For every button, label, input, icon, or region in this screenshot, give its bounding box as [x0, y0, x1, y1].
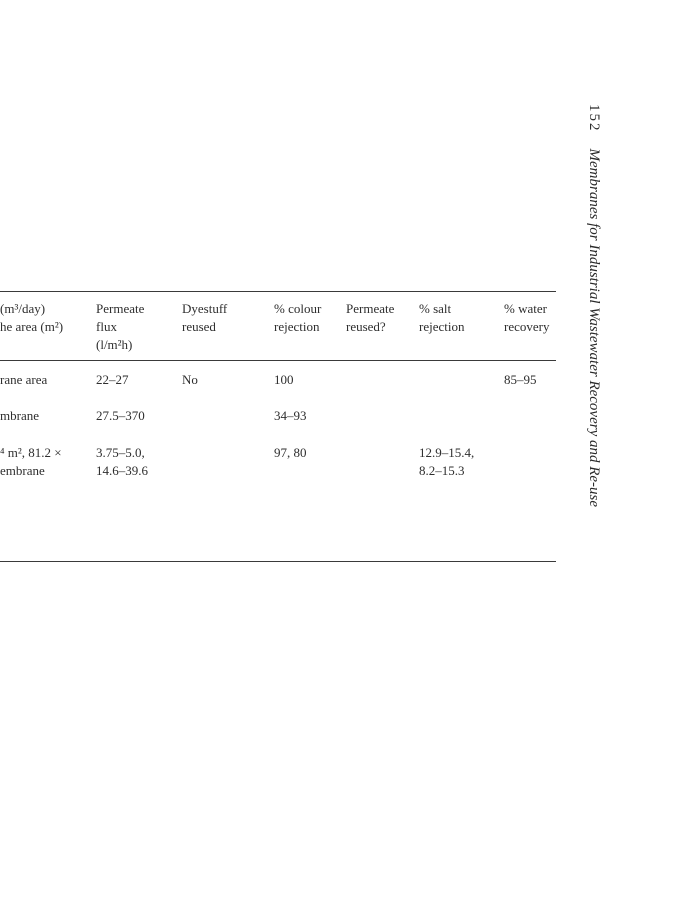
header-line: (l/m²h)	[96, 337, 133, 352]
header-permeate-reused	[346, 300, 394, 336]
page-number: 152	[586, 104, 602, 133]
header-permeate-flux	[96, 300, 144, 354]
cell-line: 3.75–5.0,	[96, 445, 145, 460]
table-cell	[0, 407, 39, 425]
table-cell	[0, 371, 47, 389]
header-colour-rejection	[274, 300, 321, 336]
header-salt-rejection	[419, 300, 464, 336]
header-line: (m³/day)	[0, 301, 46, 316]
cell-line: 97, 80	[274, 445, 307, 460]
header-line: Dyestuff	[182, 301, 228, 316]
header-dyestuff-reused	[182, 300, 227, 336]
table-cell	[96, 407, 145, 425]
header-line: he area (m²)	[0, 319, 64, 334]
cell-line: 22–27	[96, 372, 129, 387]
header-line: recovery	[504, 319, 550, 334]
table-cell	[504, 371, 537, 389]
header-line: reused?	[346, 319, 386, 334]
table-cell	[0, 444, 62, 480]
table-cell	[274, 444, 307, 462]
table-cell	[96, 371, 129, 389]
header-line: % colour	[274, 301, 322, 316]
cell-line: embrane	[0, 463, 45, 478]
header-flow-membrane-area	[0, 300, 63, 336]
header-line: flux	[96, 319, 117, 334]
header-line: reused	[182, 319, 216, 334]
cell-line: No	[182, 372, 198, 387]
cell-line: rane area	[0, 372, 48, 387]
header-line: Permeate	[96, 301, 145, 316]
header-line: rejection	[274, 319, 320, 334]
cell-line: 27.5–370	[96, 408, 145, 423]
book-title: Membranes for Industrial Wastewater Recovery and Re-use	[586, 148, 602, 508]
cell-line: mbrane	[0, 408, 39, 423]
header-line: Permeate	[346, 301, 395, 316]
cell-line: 85–95	[504, 372, 537, 387]
table-cell	[182, 371, 198, 389]
table-bottom-rule	[0, 561, 556, 562]
cell-line: 14.6–39.6	[96, 463, 148, 478]
header-line: % salt	[419, 301, 452, 316]
table-top-rule	[0, 291, 556, 292]
header-line: % water	[504, 301, 547, 316]
cell-line: 8.2–15.3	[419, 463, 465, 478]
table-header-rule	[0, 360, 556, 361]
cell-line: 100	[274, 372, 294, 387]
header-line: rejection	[419, 319, 465, 334]
table-cell	[274, 371, 294, 389]
header-water-recovery	[504, 300, 549, 336]
table-cell	[274, 407, 307, 425]
cell-line: ⁴ m², 81.2 ×	[0, 445, 62, 460]
table-cell	[419, 444, 474, 480]
running-head	[584, 104, 606, 564]
cell-line: 34–93	[274, 408, 307, 423]
cell-line: 12.9–15.4,	[419, 445, 475, 460]
table-cell	[96, 444, 148, 480]
